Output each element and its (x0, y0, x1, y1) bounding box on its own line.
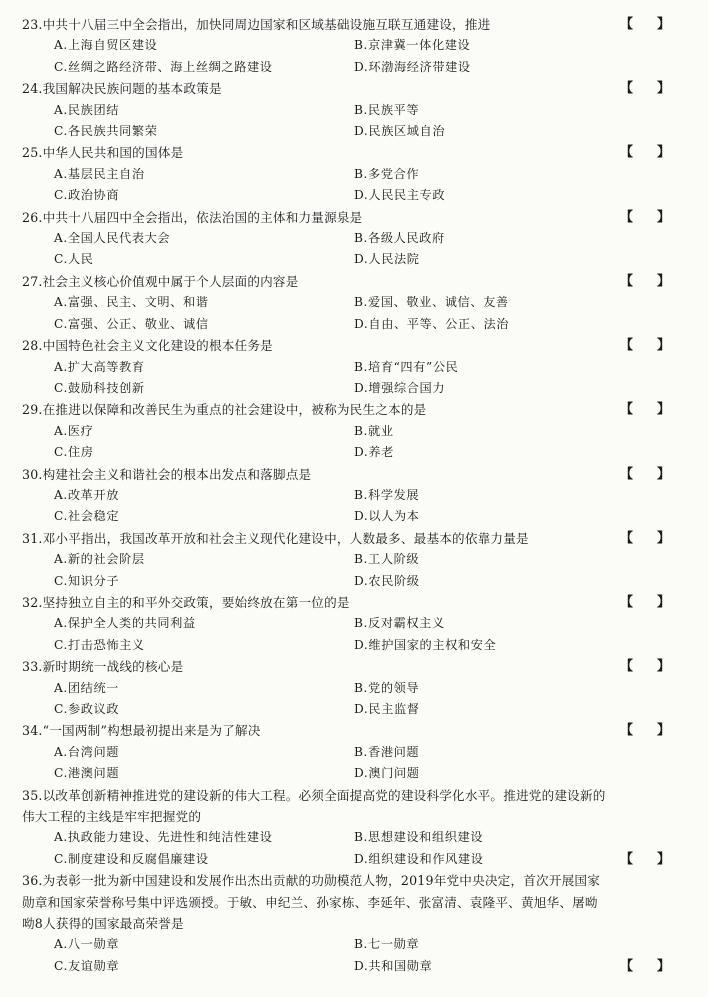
option-d: D.环渤海经济带建设 (354, 59, 471, 74)
question-stem: 23.中共十八届三中全会指出，加快同周边国家和区域基础设施互联互通建设，推进 (22, 17, 491, 32)
question-stem: 31.邓小平指出，我国改革开放和社会主义现代化建设中，人数最多、最基本的依靠力量是 (22, 530, 529, 546)
answer-bracket[interactable]: 【 】 (620, 851, 670, 867)
option-d: D.养老 (354, 445, 394, 460)
answer-bracket[interactable]: 【 】 (620, 273, 670, 289)
question-stem: 27.社会主义核心价值观中属于个人层面的内容是 (22, 273, 299, 289)
question-stem: 36.为表彰一批为新中国建设和发展作出杰出贡献的功勋模范人物，2019年党中央决定，首次开展国家勋章和国家荣誉称号集中评选颁授。于敏、申纪兰、孙家栋、李延年、张富清、袁隆平、黄旭华、屠呦呦8人获得的国家最高荣誉是 (22, 873, 601, 932)
option-d: D.组织建设和作风建设 (354, 851, 484, 866)
question-item (22, 207, 678, 271)
option-b: B.多党合作 (354, 166, 420, 181)
option-c: C.参政议政 (54, 702, 120, 716)
option-a: A.民族团结 (54, 102, 120, 117)
answer-bracket[interactable]: 【 】 (620, 466, 670, 482)
question-item (22, 335, 678, 399)
question-item (22, 78, 678, 142)
option-a: A.全国人民代表大会 (54, 231, 171, 246)
answer-bracket[interactable]: 【 】 (620, 402, 670, 418)
option-d: D.维护国家的主权和安全 (354, 637, 497, 652)
question-item (22, 271, 678, 335)
option-b: B.培育“四有”公民 (354, 359, 459, 374)
option-a: A.执政能力建设、先进性和纯洁性建设 (54, 830, 273, 845)
question-item (22, 142, 678, 206)
option-c: C.港澳问题 (54, 766, 120, 781)
option-b: B.七一勋章 (354, 937, 420, 952)
option-b: B.爱国、敬业、诚信、友善 (354, 295, 509, 310)
options-grid (22, 421, 678, 464)
option-b: B.科学发展 (354, 487, 420, 502)
option-d: D.以人为本 (354, 509, 420, 524)
question-item (22, 870, 678, 977)
option-b: B.就业 (354, 423, 394, 438)
question-stem: 35.以改革创新精神推进党的建设新的伟大工程。必须全面提高党的建设科学化水平。推进党的建设新的伟大工程的主线是牢牢把握党的 (22, 787, 606, 825)
option-a: A.台湾问题 (54, 744, 120, 759)
option-c: C.富强、公正、敬业、诚信 (54, 316, 209, 331)
option-a: A.改革开放 (54, 487, 120, 502)
answer-bracket[interactable]: 【 】 (620, 594, 670, 610)
option-a: A.八一勋章 (54, 937, 120, 952)
options-grid (22, 742, 678, 785)
answer-bracket[interactable]: 【 】 (620, 209, 670, 225)
answer-bracket[interactable]: 【 】 (620, 958, 670, 974)
option-a: A.富强、民主、文明、和谐 (54, 295, 209, 310)
question-stem: 29.在推进以保障和改善民生为重点的社会建设中，被称为民生之本的是 (22, 402, 427, 418)
option-d: D.民主监督 (354, 702, 420, 716)
option-b: B.香港问题 (354, 744, 420, 759)
question-item (22, 720, 678, 784)
option-a: A.保护全人类的共同利益 (54, 616, 196, 631)
option-a: A.医疗 (54, 423, 94, 438)
option-a: A.扩大高等教育 (54, 359, 145, 374)
option-a: A.基层民主自治 (54, 166, 145, 181)
answer-bracket[interactable]: 【 】 (620, 81, 670, 97)
option-c: C.友谊勋章 (54, 958, 120, 973)
options-grid (22, 827, 678, 870)
option-a: A.团结统一 (54, 680, 120, 695)
option-d: D.自由、平等、公正、法治 (354, 316, 510, 331)
option-c: C.鼓励科技创新 (54, 380, 145, 395)
option-c: C.住房 (54, 445, 94, 460)
options-grid (22, 164, 678, 207)
options-grid (22, 292, 678, 335)
options-grid (22, 35, 678, 78)
option-b: B.思想建设和组织建设 (354, 830, 484, 845)
option-a: A.新的社会阶层 (54, 552, 145, 567)
options-grid (22, 100, 678, 143)
question-list (22, 14, 678, 977)
option-b: B.党的领导 (354, 680, 420, 695)
option-d: D.人民民主专政 (354, 188, 446, 203)
option-c: C.政治协商 (54, 188, 120, 203)
question-stem: 26.中共十八届四中全会指出，依法治国的主体和力量源泉是 (22, 209, 363, 225)
option-c: C.人民 (54, 252, 94, 267)
option-b: B.反对霸权主义 (354, 616, 445, 631)
option-c: C.丝绸之路经济带、海上丝绸之路建设 (54, 59, 273, 74)
question-stem: 33.新时期统一战线的核心是 (22, 659, 184, 675)
question-item (22, 592, 678, 656)
question-stem: 24.我国解决民族问题的基本政策是 (22, 81, 222, 97)
options-grid (22, 678, 678, 721)
option-c: C.制度建设和反腐倡廉建设 (54, 851, 209, 866)
question-item (22, 399, 678, 463)
option-b: B.各级人民政府 (354, 231, 445, 246)
question-stem: 32.坚持独立自主的和平外交政策，要始终放在第一位的是 (22, 594, 350, 610)
option-d: D.民族区域自治 (354, 124, 446, 139)
option-b: B.京津冀一体化建设 (354, 38, 471, 53)
option-d: D.增强综合国力 (354, 380, 446, 395)
question-stem: 25.中华人民共和国的国体是 (22, 145, 184, 161)
options-grid (22, 228, 678, 271)
option-d: D.农民阶级 (354, 573, 420, 588)
option-a: A.上海自贸区建设 (54, 38, 158, 53)
answer-bracket[interactable]: 【 】 (620, 17, 670, 32)
question-stem: 30.构建社会主义和谐社会的根本出发点和落脚点是 (22, 466, 312, 482)
question-item (22, 785, 678, 871)
question-item (22, 14, 678, 78)
answer-bracket[interactable]: 【 】 (620, 338, 670, 354)
options-grid (22, 357, 678, 400)
options-grid (22, 549, 678, 592)
options-grid (22, 613, 678, 656)
option-c: C.社会稳定 (54, 509, 120, 524)
option-c: C.知识分子 (54, 573, 120, 588)
option-b: B.民族平等 (354, 102, 420, 117)
option-d: D.澳门问题 (354, 766, 420, 781)
option-c: C.打击恐怖主义 (54, 637, 145, 652)
answer-bracket[interactable]: 【 】 (620, 659, 670, 675)
option-d: D.人民法院 (354, 252, 420, 267)
option-b: B.工人阶级 (354, 552, 420, 567)
options-grid (22, 485, 678, 528)
question-item (22, 656, 678, 720)
question-stem: 28.中国特色社会主义文化建设的根本任务是 (22, 338, 273, 354)
answer-bracket[interactable]: 【 】 (620, 145, 670, 161)
answer-bracket[interactable]: 【 】 (620, 530, 670, 546)
question-item (22, 528, 678, 592)
option-d: D.共和国勋章 (354, 958, 433, 973)
question-stem: 34.“一国两制”构想最初提出来是为了解决 (22, 723, 261, 739)
answer-bracket[interactable]: 【 】 (620, 723, 670, 739)
options-grid (22, 934, 678, 977)
question-item (22, 464, 678, 528)
option-c: C.各民族共同繁荣 (54, 124, 158, 139)
